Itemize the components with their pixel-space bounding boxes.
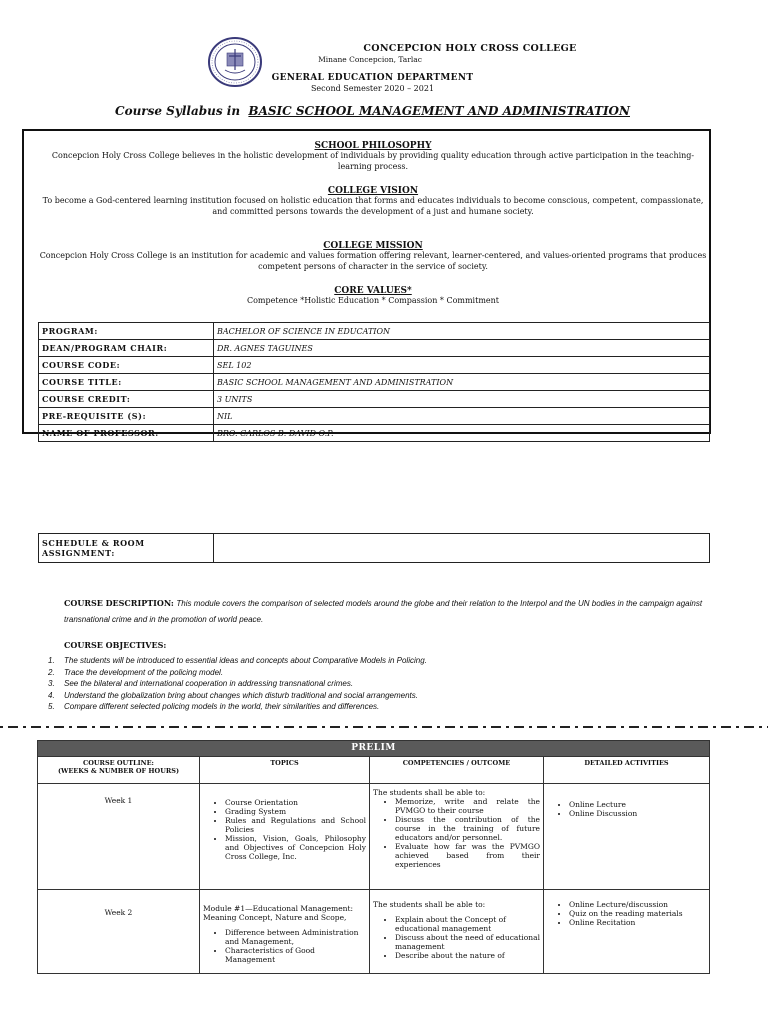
info-value: BACHELOR OF SCIENCE IN EDUCATION: [214, 323, 710, 340]
info-value: BRO. CARLOS B. DAVID O.P.: [214, 425, 710, 442]
description-text: This module covers the comparison of selected models around the globe and their relation to the Interpol and the UN bodies in the campaign against transnational crime and in the promotion of world peace.: [64, 599, 703, 624]
dashed-divider: [0, 726, 768, 728]
syllabus-course: BASIC SCHOOL MANAGEMENT AND ADMINISTRATION: [248, 104, 630, 118]
schedule-label-line-1: SCHEDULE & ROOM: [42, 538, 145, 548]
objective-text: Understand the globalization bring about changes which disturb traditional and social arrangements.: [64, 690, 418, 700]
week-topics: [200, 784, 370, 890]
info-label: COURSE CREDIT:: [39, 391, 214, 408]
college-address: Minane Concepcion, Tarlac: [318, 55, 422, 64]
syllabus-prefix: Course Syllabus in: [115, 104, 241, 118]
week-label: Week 2: [38, 890, 200, 974]
header-activities: DETAILED ACTIVITIES: [544, 757, 710, 784]
activity-item: • Online Recitation: [569, 918, 706, 927]
philosophy-title: SCHOOL PHILOSOPHY: [314, 141, 432, 151]
competency-item: • Memorize, write and relate the PVMGO to their course: [395, 797, 540, 815]
info-value: NIL: [214, 408, 710, 425]
objective-number: 4.: [48, 690, 55, 700]
activity-item: • Online Lecture: [569, 800, 706, 809]
week-topics: [200, 890, 370, 974]
vision-text: To become a God-centered learning institution focused on holistic education that forms and educates individuals to become conscious, competent, compassionate, and committed persons towards the development of a just and humane society.: [42, 196, 704, 216]
info-row: [39, 374, 710, 391]
competency-item: • Evaluate how far was the PVMGO achieved based from their experiences: [395, 842, 540, 869]
week-competencies: [370, 784, 544, 890]
mission-section: [34, 241, 712, 272]
core-values-section: [40, 286, 706, 307]
objective-number: 5.: [48, 702, 55, 711]
description-label: COURSE DESCRIPTION:: [64, 598, 174, 608]
competency-item: • Describe about the nature of: [395, 951, 540, 960]
info-row: [39, 340, 710, 357]
schedule-label-line-2: ASSIGNMENT:: [42, 548, 115, 558]
objective-number: 3.: [48, 679, 55, 688]
info-row: [39, 425, 710, 442]
info-label: NAME OF PROFESSOR:: [39, 425, 214, 442]
week-activities: [544, 890, 710, 974]
competency-item: • Explain about the Concept of educational management: [395, 915, 540, 933]
core-values-title: CORE VALUES*: [334, 286, 412, 296]
info-label: PRE-REQUISITE (S):: [39, 408, 214, 425]
core-values-text: Competence *Holistic Education * Compassion * Commitment: [246, 296, 500, 305]
objective-number: 1.: [48, 656, 55, 665]
week-label: Week 1: [38, 784, 200, 890]
info-row: [39, 323, 710, 340]
objectives-list: [48, 655, 427, 713]
college-name: CONCEPCION HOLY CROSS COLLEGE: [363, 43, 577, 54]
vision-title: COLLEGE VISION: [327, 186, 419, 196]
topic-item: • Grading System: [225, 807, 366, 816]
topic-item: • Course Orientation: [225, 798, 366, 807]
info-row: [39, 391, 710, 408]
competency-intro: The students shall be able to:: [373, 900, 486, 909]
objective-text: Trace the development of the policing model.: [64, 667, 224, 677]
topic-item: • Difference between Administration and Management,: [225, 928, 366, 946]
prelim-label: PRELIM: [38, 741, 710, 757]
schedule-label: [39, 534, 214, 563]
objective-text: Compare different selected policing models in the world, their similarities and differences.: [64, 702, 380, 711]
semester: Second Semester 2020 – 2021: [310, 84, 435, 93]
info-value: 3 UNITS: [214, 391, 710, 408]
schedule-value: [214, 534, 710, 563]
info-value: DR. AGNES TAGUINES: [214, 340, 710, 357]
objective-item: [48, 667, 427, 679]
header-competencies: COMPETENCIES / OUTCOME: [370, 757, 544, 784]
info-value: BASIC SCHOOL MANAGEMENT AND ADMINISTRATION: [214, 374, 710, 391]
philosophy-section: [40, 141, 706, 172]
header-col1-line-2: (WEEKS & NUMBER OF HOURS): [57, 767, 180, 775]
topic-item: • Rules and Regulations and School Policies: [225, 816, 366, 834]
course-info-table: [38, 322, 710, 442]
week-competencies: [370, 890, 544, 974]
info-value: SEL 102: [214, 357, 710, 374]
header-col1-line-1: COURSE OUTLINE:: [83, 759, 154, 767]
course-outline-table: [37, 740, 710, 974]
schedule-table: [38, 533, 710, 563]
syllabus-title: [0, 104, 745, 118]
activity-item: • Online Lecture/discussion: [569, 900, 706, 909]
table-row: [38, 784, 710, 890]
outline-header-row: [38, 757, 710, 784]
table-row: [38, 890, 710, 974]
topic-item: • Mission, Vision, Goals, Philosophy and Objectives of Concepcion Holy Cross College, Inc.: [225, 834, 366, 861]
competency-intro: The students shall be able to:: [373, 788, 486, 797]
info-label: COURSE TITLE:: [39, 374, 214, 391]
course-description: [64, 595, 724, 628]
header-topics: TOPICS: [200, 757, 370, 784]
objective-text: See the bilateral and international cooperation in addressing transnational crimes.: [64, 679, 354, 688]
objectives-label: COURSE OBJECTIVES:: [64, 640, 167, 650]
prelim-band: [38, 741, 710, 757]
vision-section: [40, 186, 706, 217]
info-label: COURSE CODE:: [39, 357, 214, 374]
objective-item: [48, 678, 427, 690]
mission-text: Concepcion Holy Cross College is an institution for academic and values formation offering relevant, learner-centered, and values-oriented programs that produces competent persons of character in the service of society.: [39, 251, 707, 271]
activity-item: • Quiz on the reading materials: [569, 909, 706, 918]
activity-item: • Online Discussion: [569, 809, 706, 818]
mission-title: COLLEGE MISSION: [323, 241, 423, 251]
week-activities: [544, 784, 710, 890]
objective-item: [48, 655, 427, 667]
info-label: PROGRAM:: [39, 323, 214, 340]
info-row: [39, 357, 710, 374]
objective-number: 2.: [48, 667, 55, 677]
competency-item: • Discuss about the need of educational management: [395, 933, 540, 951]
department-name: GENERAL EDUCATION DEPARTMENT: [271, 73, 474, 83]
competency-item: • Discuss the contribution of the course in the training of future educators and/or personnel.: [395, 815, 540, 842]
topic-item: • Characteristics of Good Management: [225, 946, 366, 964]
objective-item: [48, 690, 427, 702]
objective-item: [48, 701, 427, 713]
header-course-outline: [38, 757, 200, 784]
info-label: DEAN/PROGRAM CHAIR:: [39, 340, 214, 357]
info-row: [39, 408, 710, 425]
topic-intro: Module #1—Educational Management: Meaning Concept, Nature and Scope,: [203, 904, 354, 922]
philosophy-text: Concepcion Holy Cross College believes in the holistic development of individuals by providing quality education through active participation in the teaching-learning process.: [51, 151, 695, 171]
objective-text: The students will be introduced to essential ideas and concepts about Comparative Models in Policing.: [64, 656, 427, 665]
